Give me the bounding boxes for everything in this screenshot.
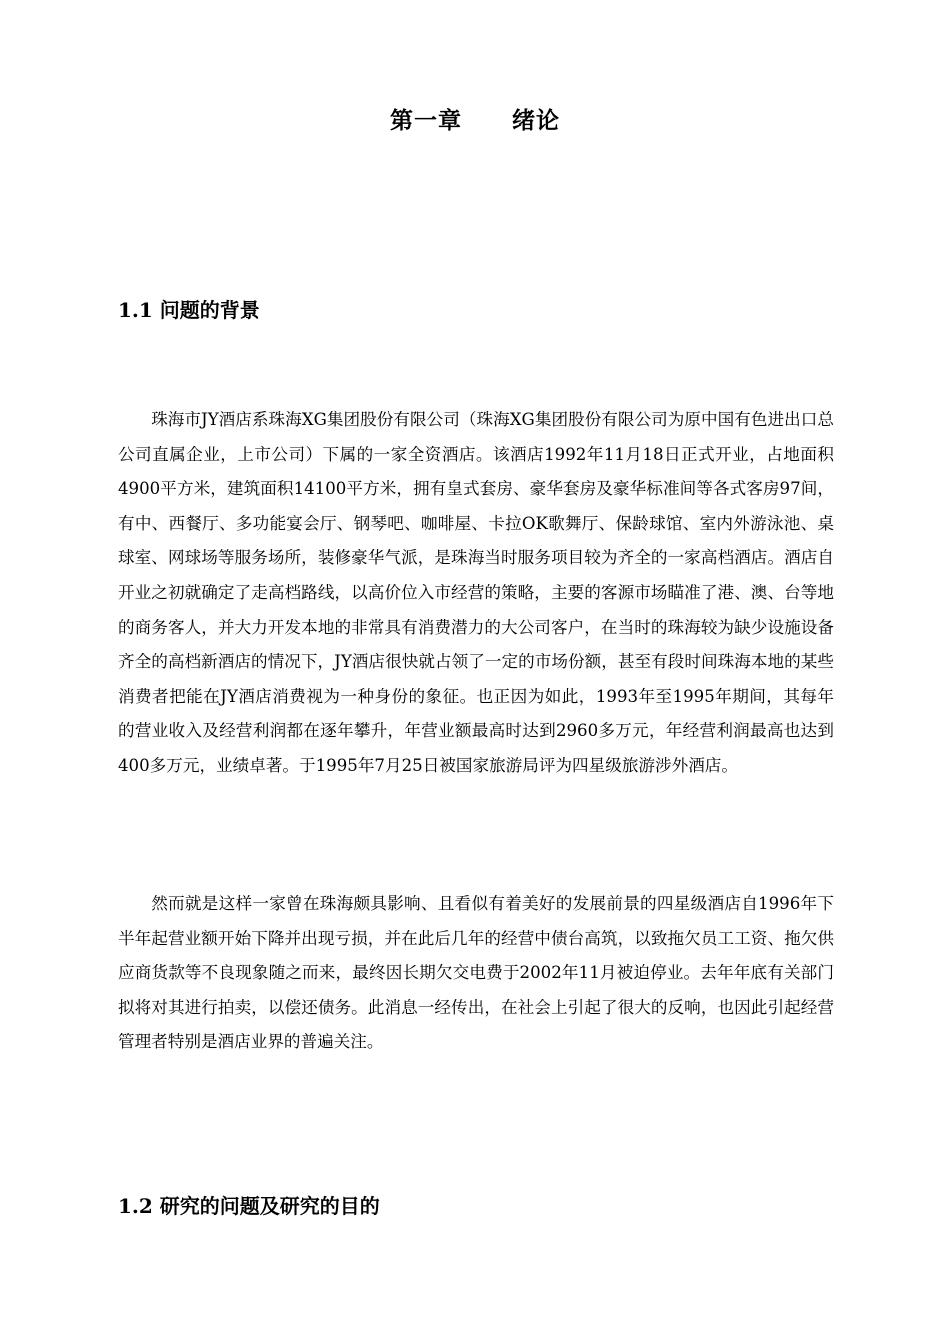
section-body <box>118 403 834 784</box>
chapter-number: 第一章 <box>390 107 462 134</box>
section-heading-research-goals: 1.2 研究的问题及研究的目的 <box>118 1194 380 1218</box>
section-heading-background: 1.1 问题的背景 <box>118 298 260 322</box>
paragraph-hotel-decline: 然而就是这样一家曾在珠海颇具影响、且看似有着美好的发展前景的四星级酒店自1996年下半年起营业额开始下降并出现亏损，并在此后几年的经营中债台高筑，以致拖欠员工工资、拖欠供应商货款等不良现象随之而来，最终因长期欠交电费于2002年11月被迫停业。去年年底有关部门拟将对其进行拍卖，以偿还债务。此消息一经传出，在社会上引起了很大的反响，也因此引起经营管理者特别是酒店业界的普遍关注。 <box>118 894 834 1052</box>
chapter-title <box>0 102 950 135</box>
paragraph-hotel-history: 珠海市JY酒店系珠海XG集团股份有限公司（珠海XG集团股份有限公司为原中国有色进出口总公司直属企业，上市公司）下属的一家全资酒店。该酒店1992年11月18日正式开业，占地面积4900平方米，建筑面积14100平方米，拥有皇式套房、豪华套房及豪华标准间等各式客房97间，有中、西餐厅、多功能宴会厅、钢琴吧、咖啡屋、卡拉OK歌舞厅、保龄球馆、室内外游泳池、桌球室、网球场等服务场所，装修豪华气派，是珠海当时服务项目较为齐全的一家高档酒店。酒店自开业之初就确定了走高档路线，以高价位入市经营的策略，主要的客源市场瞄准了港、澳、台等地的商务客人，并大力开发本地的非常具有消费潜力的大公司客户，在当时的珠海较为缺少设施设备齐全的高档新酒店的情况下，JY酒店很快就占领了一定的市场份额，甚至有段时间珠海本地的某些消费者把能在JY酒店消费视为一种身份的象征。也正因为如此，1993年至1995年期间，其每年的营业收入及经营利润都在逐年攀升，年营业额最高时达到2960多万元，年经营利润最高也达到400多万元，业绩卓著。于1995年7月25日被国家旅游局评为四星级旅游涉外酒店。 <box>118 410 834 775</box>
chapter-name: 绪论 <box>512 107 560 134</box>
section-body-continued <box>118 887 834 1060</box>
